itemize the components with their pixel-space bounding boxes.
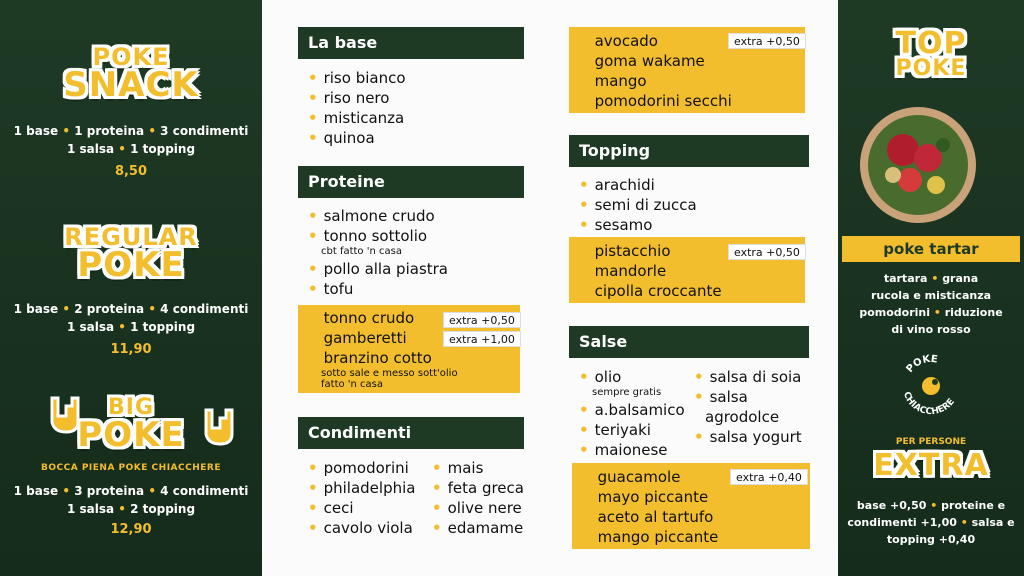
branzino-note: sotto sale e messo sott'olio fatto 'n casa — [321, 368, 458, 390]
list-item: • quinoa — [308, 128, 406, 148]
list-item-cont: agrodolce — [705, 408, 780, 426]
list-item: • arachidi — [579, 175, 697, 195]
list-item: • gamberetti — [308, 328, 458, 348]
list-item: • misticanza — [308, 108, 406, 128]
list-item: • philadelphia — [308, 478, 415, 498]
extra-badge: extra +0,50 — [728, 33, 806, 49]
extra-title: EXTRA — [873, 448, 989, 483]
list-item: • olive nere — [432, 498, 524, 518]
list-item: • cavolo viola — [308, 518, 415, 538]
menu-panel — [262, 0, 838, 576]
list-item: • salsa — [694, 387, 802, 407]
proteine-heading: Proteine — [298, 166, 524, 198]
list-item: • avocado — [579, 31, 732, 51]
dish-label: poke tartar — [842, 236, 1020, 262]
condimenti-heading: Condimenti — [298, 417, 524, 449]
dish-desc: tartara • grana rucola e misticanza pomodorini • riduzione di vino rosso — [859, 272, 1003, 336]
list-item: • pistacchio — [579, 241, 722, 261]
big-title: BIG POKE — [77, 395, 185, 455]
svg-text:CHIACCHERE: CHIACCHERE — [900, 390, 957, 418]
extra-badge: extra +0,50 — [728, 244, 806, 260]
list-item: • guacamole — [582, 467, 718, 487]
list-item: • mango piccante — [582, 527, 718, 547]
salse-heading: Salse — [569, 326, 809, 358]
condimenti-extra-list — [579, 31, 732, 111]
list-item: • edamame — [432, 518, 524, 538]
list-item: • semi di zucca — [579, 195, 697, 215]
list-item: • mais — [432, 458, 524, 478]
per-persone-label: PER PERSONE — [895, 437, 967, 447]
list-item: • mandorle — [579, 261, 722, 281]
list-item: • pollo alla piastra — [308, 259, 448, 279]
big-tagline: BOCCA PIENA POKE CHIACCHERE — [41, 463, 221, 473]
salse-extra-list — [582, 467, 718, 547]
list-item: • a.balsamico — [579, 400, 685, 420]
svg-text:POKE: POKE — [904, 353, 939, 375]
list-item: • salsa yogurt — [694, 427, 802, 447]
big-desc: 1 base • 3 proteina • 4 condimenti 1 salsa • 2 topping — [13, 484, 249, 516]
snack-price: 8,50 — [114, 164, 148, 179]
extra-badge: extra +0,50 — [443, 312, 521, 328]
condimenti-col1 — [308, 458, 415, 538]
list-item: • branzino cotto — [308, 348, 458, 368]
tonno-note: cbt fatto 'n casa — [321, 246, 402, 257]
list-item: • mango — [579, 71, 732, 91]
list-item: • maionese — [579, 440, 685, 460]
list-item: • teriyaki — [579, 420, 685, 440]
extra-badge: extra +0,40 — [730, 469, 808, 485]
list-item: • tonno crudo — [308, 308, 458, 328]
list-item: • riso nero — [308, 88, 406, 108]
list-item: • tonno sottolio — [308, 226, 448, 246]
base-heading: La base — [298, 27, 524, 59]
snack-desc: 1 base • 1 proteina • 3 condimenti 1 salsa • 1 topping — [13, 124, 249, 156]
right-panel — [838, 0, 1024, 576]
list-item: • riso bianco — [308, 68, 406, 88]
salse-col1 — [579, 367, 685, 460]
poke-bowl-image — [858, 100, 978, 230]
list-item: • goma wakame — [579, 51, 732, 71]
proteine-extra-list — [308, 308, 458, 390]
snack-title: POKE SNACK — [63, 43, 199, 105]
list-item: • feta greca — [432, 478, 524, 498]
salse-col2 — [694, 367, 802, 447]
proteine-list — [308, 206, 448, 299]
list-item: • olio — [579, 367, 685, 387]
big-price: 12,90 — [110, 522, 152, 537]
topping-list — [579, 175, 697, 235]
left-panel — [0, 0, 262, 576]
base-list — [308, 68, 406, 148]
list-item: • cipolla croccante — [579, 281, 722, 301]
top-poke-title: TOP POKE — [895, 26, 967, 81]
poke-chiacchere-logo — [895, 350, 967, 422]
topping-extra-list — [579, 241, 722, 301]
extra-desc: base +0,50 • proteine e condimenti +1,00 • salsa e topping +0,40 — [847, 499, 1015, 546]
regular-title: REGULAR POKE — [64, 223, 198, 285]
list-item: • aceto al tartufo — [582, 507, 718, 527]
condimenti-col2 — [432, 458, 524, 538]
list-item: • pomodorini secchi — [579, 91, 732, 111]
regular-desc: 1 base • 2 proteina • 4 condimenti 1 salsa • 1 topping — [13, 302, 249, 334]
topping-heading: Topping — [569, 135, 809, 167]
olio-note: sempre gratis — [592, 387, 662, 398]
list-item: • salsa di soia — [694, 367, 802, 387]
extra-badge: extra +1,00 — [443, 331, 521, 347]
list-item: • tofu — [308, 279, 448, 299]
list-item: • ceci — [308, 498, 415, 518]
list-item: • sesamo — [579, 215, 697, 235]
regular-price: 11,90 — [110, 342, 152, 357]
list-item: • pomodorini — [308, 458, 415, 478]
list-item: • salmone crudo — [308, 206, 448, 226]
list-item: • mayo piccante — [582, 487, 718, 507]
